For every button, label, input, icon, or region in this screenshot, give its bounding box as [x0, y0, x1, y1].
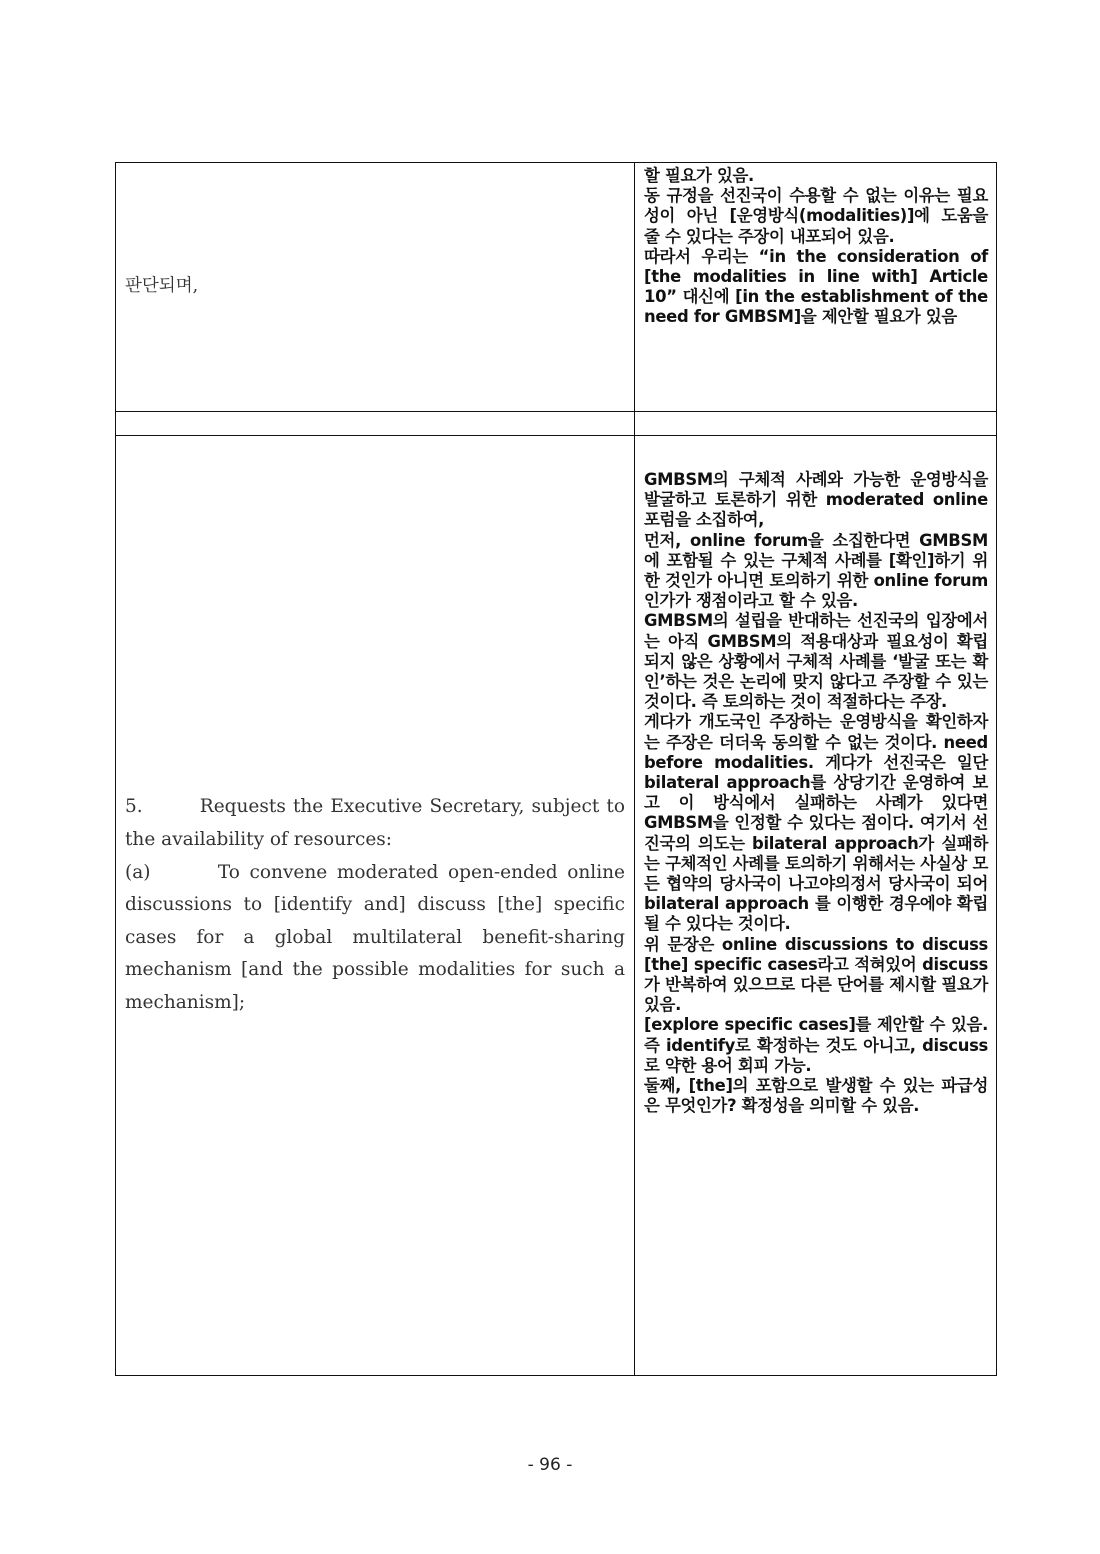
comment-table [115, 162, 997, 1376]
page-number: - 96 - [527, 1455, 573, 1475]
comment-paragraph: [explore specific cases]를 제안할 수 있음. 즉 identify로 확정하는 것도 아니고, discuss로 약한 용어 회피 가능. [644, 1015, 988, 1075]
table-row [116, 436, 996, 1375]
empty-cell [116, 412, 635, 435]
comment-cell [635, 163, 996, 411]
table-row [116, 163, 996, 412]
table-row-empty [116, 412, 996, 436]
comment-paragraph: 위 문장은 online discussions to discuss [the] specific cases라고 적혀있어 discuss가 반복하여 있으므로 다른 단어를 제시할 필요가 있음. [644, 934, 988, 1015]
comment-paragraph: GMBSM의 설립을 반대하는 선진국의 입장에서는 아직 GMBSM의 적용대상과 필요성이 확립되지 않은 상황에서 구체적 사례를 ‘발굴 또는 확인’하는 것은 논리에 맞지 않다고 주장할 수 있는 것이다. 즉 토의하는 것이 적절하다는 주장. [644, 611, 988, 712]
comment-paragraph: 할 필요가 있음. [644, 166, 754, 185]
original-text-cell [116, 436, 635, 1375]
comment-paragraph: 둘째, [the]의 포함으로 발생할 수 있는 파급성은 무엇인가? 확정성을 의미할 수 있음. [644, 1076, 988, 1116]
original-text-cell [116, 163, 635, 411]
comment-paragraph: 따라서 우리는 “in the consideration of [the modalities in line with] Article 10” 대신에 [in the establishment of the need for GMBSM]을 제안할 필요가 있음 [644, 246, 988, 327]
original-text: 판단되며, [125, 275, 199, 296]
comment-paragraph: 게다가 개도국인 주장하는 운영방식을 확인하자는 주장은 더더욱 동의할 수 없는 것이다. need before modalities. 게다가 선진국은 일단 bilateral approach를 상당기간 운영하여 보고 이 방식에서 실패하는 사례가 있다면 GMBSM을 인정할 수 있다는 점이다. 여기서 선진국의 의도는 bilateral approach가 실패하는 구체적인 사례를 토의하기 위해서는 사실상 모든 협약의 당사국이 나고야의정서 당사국이 되어 bilateral approach 를 이행한 경우에야 확립될 수 있다는 것이다. [644, 712, 988, 934]
comment-paragraph: 동 규정을 선진국이 수용할 수 없는 이유는 필요성이 아닌 [운영방식(modalities)]에 도움을 줄 수 있다는 주장이 내포되어 있음. [644, 186, 988, 246]
original-paragraph: 5. Requests the Executive Secretary, subject to the availability of resources: [125, 796, 625, 851]
comment-paragraph: GMBSM의 구체적 사례와 가능한 운영방식을 발굴하고 토론하기 위한 moderated online 포럼을 소집하여, [644, 470, 988, 530]
comment-paragraph: 먼저, online forum을 소집한다면 GMBSM에 포함될 수 있는 구체적 사례를 [확인]하기 위한 것인가 아니면 토의하기 위한 online forum인가가 쟁점이라고 할 수 있음. [644, 530, 988, 611]
original-paragraph: (a) To convene moderated open-ended online discussions to [identify and] discuss [the] specific cases for a global multilateral benefit-sharing mechanism [and the possible modalities for such a mechanism]; [125, 861, 625, 1013]
comment-cell [635, 436, 996, 1375]
empty-cell [635, 412, 996, 435]
